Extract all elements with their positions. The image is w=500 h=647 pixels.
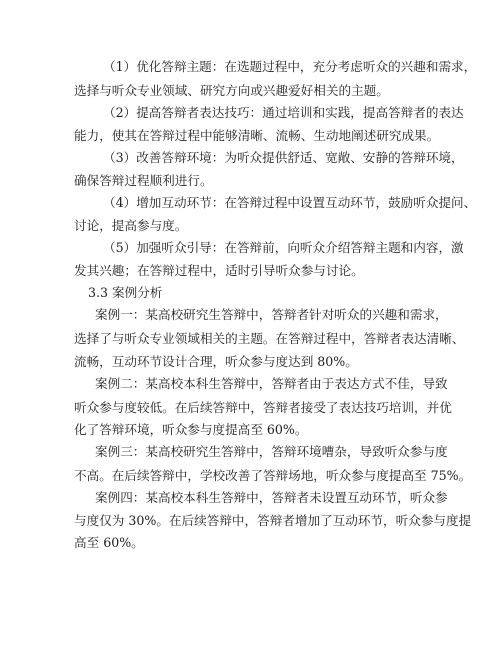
text-line: （1）优化答辩主题：在选题过程中，充分考虑听众的兴趣和需求， [103,59,477,74]
text-line: 流畅，互动环节设计合理，听众参与度达到 80%。 [74,354,358,369]
text-line: （2）提高答辩者表达技巧：通过培训和实践，提高答辩者的表达 [103,105,464,120]
text-line: （4）增加互动环节：在答辩过程中设置互动环节，鼓励听众提问、 [103,195,477,210]
text-line: 与度仅为 30%。在后续答辩中，答辩者增加了互动环节，听众参与度提 [74,513,472,528]
text-line: 高至 60%。 [74,535,144,550]
text-line: 案例一：某高校研究生答辩中，答辩者针对听众的兴趣和需求， [95,307,448,322]
text-line: 确保答辩过程顺利进行。 [74,173,213,188]
section-heading: 3.3 案例分析 [88,285,163,300]
text-line: （5）加强听众引导：在答辩前，向听众介绍答辩主题和内容，激 [103,240,464,255]
text-line: 案例三：某高校研究生答辩中，答辩环境嘈杂，导致听众参与度 [95,444,448,459]
text-line: 案例二：某高校本科生答辩中，答辩者由于表达方式不佳，导致 [95,376,448,391]
text-line: 能力，使其在答辩过程中能够清晰、流畅、生动地阐述研究成果。 [74,128,440,143]
text-line: 化了答辩环境，听众参与度提高至 60%。 [74,422,308,437]
text-line: 选择了与听众专业领域相关的主题。在答辩过程中，答辩者表达清晰、 [74,331,465,346]
text-line: 不高。在后续答辩中，学校改善了答辩场地，听众参与度提高至 75%。 [74,468,472,483]
text-line: 选择与听众专业领域、研究方向或兴趣爱好相关的主题。 [74,83,389,98]
text-line: 听众参与度较低。在后续答辩中，答辩者接受了表达技巧培训，并优 [74,400,452,415]
text-line: （3）改善答辩环境：为听众提供舒适、宽敞、安静的答辩环境， [103,150,464,165]
text-line: 讨论，提高参与度。 [74,218,188,233]
text-line: 案例四：某高校本科生答辩中，答辩者未设置互动环节，听众参 [95,490,448,505]
text-line: 发其兴趣；在答辩过程中，适时引导听众参与讨论。 [74,263,364,278]
